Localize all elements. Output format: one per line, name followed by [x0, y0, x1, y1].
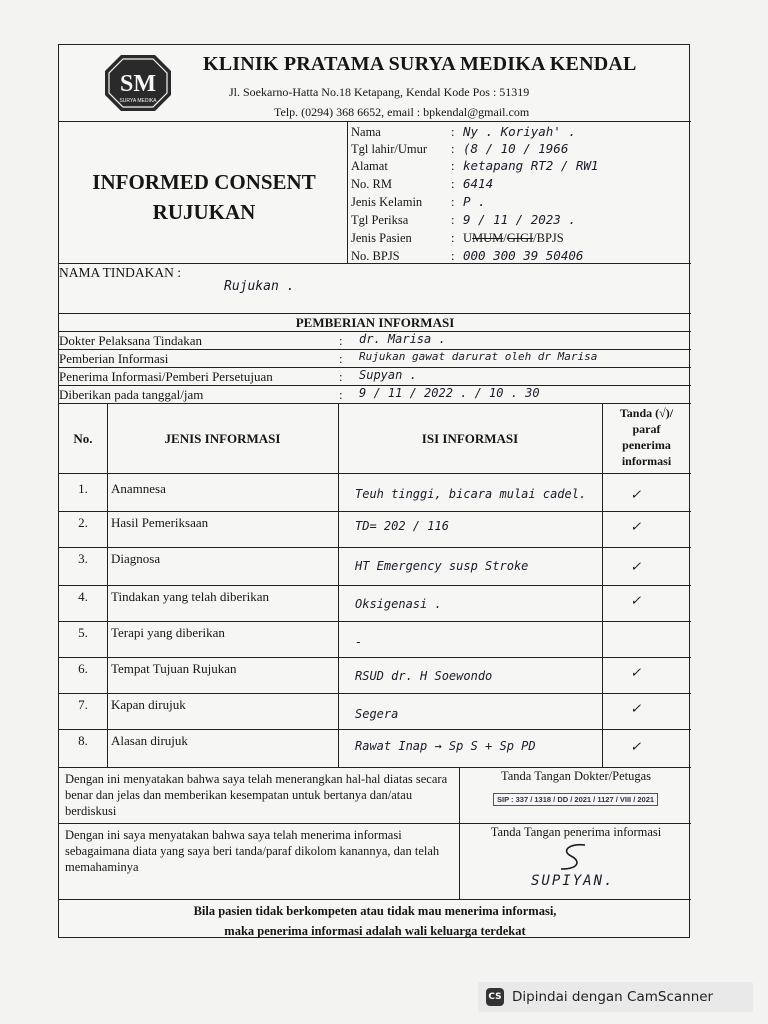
row-3-no: 3. — [78, 551, 88, 566]
row-7-jenis: Kapan dirujuk — [111, 697, 186, 712]
row-4-jenis: Tindakan yang telah diberikan — [111, 589, 270, 604]
row-2-check-icon: ✓ — [631, 517, 641, 535]
colon: : — [339, 351, 343, 366]
row-5-no: 5. — [78, 625, 88, 640]
jenis-pasien-umum-struck: MUM — [472, 231, 504, 245]
row-2-jenis: Hasil Pemeriksaan — [111, 515, 209, 530]
signature-penerima-label: Tanda Tangan penerima informasi — [490, 825, 662, 839]
row-8-isi: Rawat Inap → Sp S + Sp PD — [355, 739, 536, 753]
row-8-jenis: Alasan dirujuk — [111, 733, 188, 748]
pemberian-informasi-value: Rujukan gawat darurat oleh dr Marisa — [359, 350, 598, 363]
row-4-no: 4. — [78, 589, 88, 604]
consent-form — [58, 44, 690, 938]
tgl-lahir-label: Tgl lahir/Umur — [351, 142, 428, 156]
jenis-kelamin-value: P . — [463, 194, 486, 209]
pemberian-heading: PEMBERIAN INFORMASI — [295, 315, 455, 330]
row-3-check-icon: ✓ — [631, 557, 641, 575]
dokter-pelaksana-value: dr. Marisa . — [359, 332, 446, 346]
penerima-informasi-value: Supyan . — [359, 368, 417, 382]
row-6-check-icon: ✓ — [631, 663, 641, 681]
jenis-pasien-gigi-struck: GIGI — [506, 231, 534, 245]
dokter-pelaksana-label: Dokter Pelaksana Tindakan — [59, 333, 202, 348]
col-tanda-line4: informasi — [621, 454, 672, 468]
camscanner-text: Dipindai dengan CamScanner — [512, 989, 714, 1005]
row-3-isi: HT Emergency susp Stroke — [355, 559, 529, 573]
col-tanda-line3: penerima — [622, 438, 671, 452]
colon: : — [451, 125, 455, 139]
colon: : — [451, 177, 455, 191]
row-7-no: 7. — [78, 697, 88, 712]
colon: : — [339, 333, 343, 348]
colon: : — [451, 213, 455, 227]
colon: : — [451, 231, 455, 245]
jenis-pasien-bpjs: /BPJS — [533, 231, 564, 245]
col-tanda-line2: paraf — [632, 422, 661, 436]
jenis-pasien-u: U — [463, 231, 473, 245]
row-7-isi: Segera — [355, 707, 399, 721]
row-5-jenis: Terapi yang diberikan — [111, 625, 225, 640]
colon: : — [451, 195, 455, 209]
statement-penerima: Dengan ini saya menyatakan bahwa saya telah menerima informasi sebagaimana diata yang saya beri tanda/paraf dikolom kanannya, dan telah memahaminya — [65, 828, 440, 874]
norm-value: 6414 — [463, 176, 494, 191]
row-1-no: 1. — [78, 481, 88, 496]
row-1-jenis: Anamnesa — [111, 481, 166, 496]
nama-label: Nama — [351, 125, 381, 139]
footer-line1: Bila pasien tidak berkompeten atau tidak mau menerima informasi, — [193, 904, 557, 918]
row-8-no: 8. — [78, 733, 88, 748]
signature-penerima-name: SUPIYAN. — [531, 873, 615, 889]
row-2-no: 2. — [78, 515, 88, 530]
signature-petugas-label: Tanda Tangan Dokter/Petugas — [500, 769, 652, 783]
row-7-check-icon: ✓ — [631, 699, 641, 717]
footer-line2: maka penerima informasi adalah wali keluarga terdekat — [224, 924, 526, 938]
col-tanda-header — [602, 405, 691, 469]
clinic-address: Jl. Soekarno-Hatta No.18 Ketapang, Kendal Kode Pos : 51319 — [229, 85, 530, 99]
pemberian-informasi-label: Pemberian Informasi — [59, 351, 169, 366]
row-6-isi: RSUD dr. H Soewondo — [355, 669, 493, 683]
penerima-informasi-label: Penerima Informasi/Pemberi Persetujuan — [59, 369, 273, 384]
norm-label: No. RM — [351, 177, 392, 191]
diberikan-tanggal-label: Diberikan pada tanggal/jam — [59, 387, 204, 402]
logo-caption: SURYA MEDIKA — [119, 98, 157, 104]
colon: : — [451, 142, 455, 156]
statement-petugas: Dengan ini menyatakan bahwa saya telah menerangkan hal-hal diatas secara benar dan jelas dan memberikan kesempatan untuk bertanya dan/atau berdiskusi — [65, 772, 448, 818]
col-tanda-line1: Tanda (√)/ — [619, 406, 674, 420]
tgl-lahir-value: (8 / 10 / 1966 — [463, 141, 569, 156]
logo-letters: SM — [120, 71, 156, 97]
diberikan-tanggal-value: 9 / 11 / 2022 . / 10 . 30 — [359, 386, 540, 400]
clinic-logo — [103, 53, 173, 113]
nama-value: Ny . Koriyah' . — [463, 124, 576, 139]
bpjs-label: No. BPJS — [351, 249, 400, 263]
form-title-line1: INFORMED CONSENT — [92, 170, 316, 194]
camscanner-badge — [478, 982, 753, 1012]
tindakan-label: NAMA TINDAKAN : — [59, 265, 182, 280]
row-8-check-icon: ✓ — [631, 737, 641, 755]
clinic-contact: Telp. (0294) 368 6652, email : bpkendal@gmail.com — [274, 105, 530, 119]
row-4-isi: Oksigenasi . — [355, 597, 442, 611]
row-1-check-icon: ✓ — [631, 485, 641, 503]
alamat-label: Alamat — [351, 159, 388, 173]
colon: : — [451, 249, 455, 263]
jenis-pasien-value — [463, 231, 564, 246]
footer-note — [59, 901, 691, 941]
alamat-value: ketapang RT2 / RW1 — [463, 158, 599, 173]
colon: : — [339, 387, 343, 402]
form-title-line2: RUJUKAN — [152, 200, 256, 224]
col-no-header: No. — [73, 431, 93, 446]
row-2-isi: TD= 202 / 116 — [355, 519, 449, 533]
jenis-kelamin-label: Jenis Kelamin — [351, 195, 423, 209]
form-title — [69, 167, 339, 227]
jenis-pasien-label: Jenis Pasien — [351, 231, 412, 245]
tgl-periksa-value: 9 / 11 / 2023 . — [463, 212, 576, 227]
row-3-jenis: Diagnosa — [111, 551, 161, 566]
row-5-isi: - — [355, 635, 363, 649]
tindakan-value: Rujukan . — [224, 279, 295, 294]
clinic-name: KLINIK PRATAMA SURYA MEDIKA KENDAL — [203, 53, 637, 75]
col-isi-header: ISI INFORMASI — [421, 431, 519, 446]
colon: : — [339, 369, 343, 384]
tgl-periksa-label: Tgl Periksa — [351, 213, 409, 227]
col-jenis-header: JENIS INFORMASI — [164, 431, 281, 446]
bpjs-value: 000 300 39 50406 — [463, 248, 584, 263]
row-6-jenis: Tempat Tujuan Rujukan — [111, 661, 237, 676]
camscanner-icon: CS — [486, 988, 504, 1006]
row-4-check-icon: ✓ — [631, 591, 641, 609]
signature-petugas-stamp: SIP : 337 / 1318 / DD / 2021 / 1127 / VIII / 2021 — [493, 793, 658, 806]
colon: : — [451, 159, 455, 173]
jenis-pasien-slash: / — [503, 231, 507, 245]
row-6-no: 6. — [78, 661, 88, 676]
row-1-isi: Teuh tinggi, bicara mulai cadel. — [355, 487, 587, 501]
